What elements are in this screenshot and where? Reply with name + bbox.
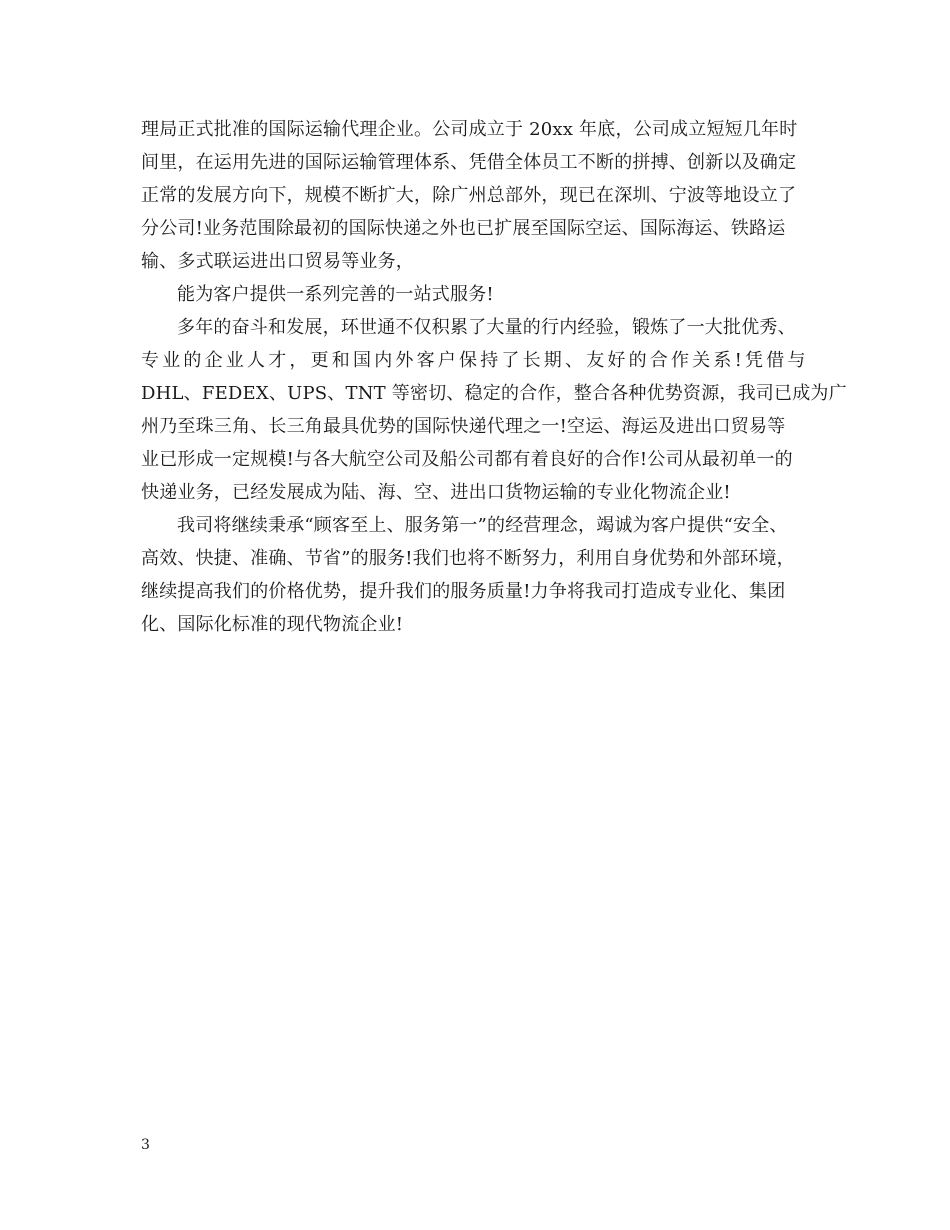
page-number: 3 [141,1137,150,1153]
body-text-line: 高效、快捷、准确、节省”的服务!我们也将不断努力，利用自身优势和外部环境， [141,548,795,569]
body-text-line: 专业的企业人才，更和国内外客户保持了长期、友好的合作关系!凭借与 [141,350,809,371]
body-text-line: 理局正式批准的国际运输代理企业。公司成立于 20xx 年底，公司成立短短几年时 [141,119,798,140]
body-text-line: 业已形成一定规模!与各大航空公司及船公司都有着良好的合作!公司从最初单一的 [141,449,793,470]
body-text-line: 正常的发展方向下，规模不断扩大，除广州总部外，现已在深圳、宁波等地设立了 [141,185,797,206]
body-text-line: 能为客户提供一系列完善的一站式服务! [177,284,494,305]
body-text-line: 化、国际化标准的现代物流企业! [141,614,404,635]
body-text-line: 继续提高我们的价格优势，提升我们的服务质量!力争将我司打造成专业化、集团 [141,581,786,602]
body-text-line: 多年的奋斗和发展，环世通不仅积累了大量的行内经验，锻炼了一大批优秀、 [177,317,796,338]
body-text-line: 分公司!业务范围除最初的国际快递之外也已扩展至国际空运、国际海运、铁路运 [141,218,786,239]
body-text-line: 我司将继续秉承“顾客至上、服务第一”的经营理念，竭诚为客户提供“安全、 [177,515,788,536]
body-text-line: DHL、FEDEX、UPS、TNT 等密切、稳定的合作，整合各种优势资源，我司已成为广 [141,383,847,404]
body-text-line: 快递业务，已经发展成为陆、海、空、进出口货物运输的专业化物流企业! [141,482,731,503]
body-text-line: 州乃至珠三角、长三角最具优势的国际快递代理之一!空运、海运及进出口贸易等 [141,416,786,437]
body-text-line: 输、多式联运进出口贸易等业务， [141,251,414,272]
body-text-line: 间里，在运用先进的国际运输管理体系、凭借全体员工不断的拼搏、创新以及确定 [141,152,797,173]
